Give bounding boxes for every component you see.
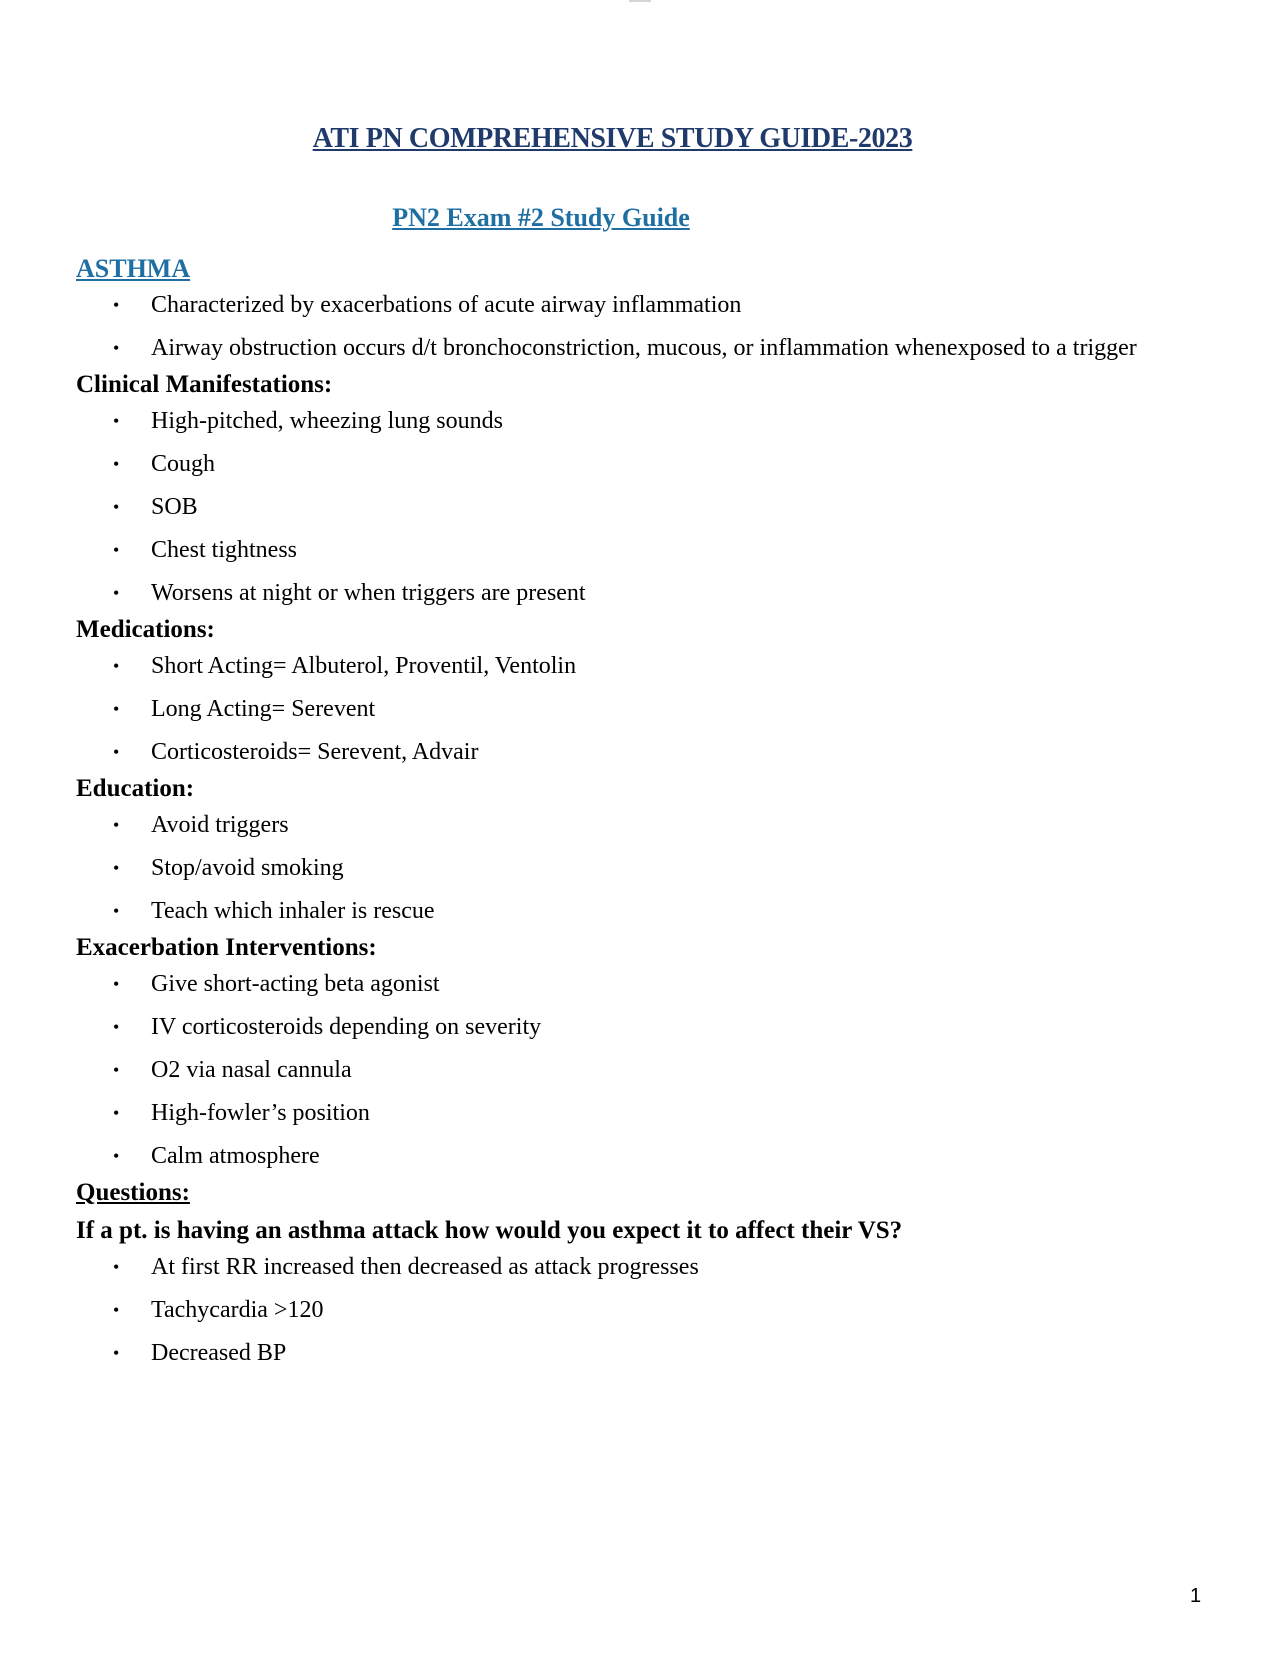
list-item: • Give short-acting beta agonist — [76, 963, 1186, 1006]
bullet-icon: • — [113, 858, 120, 878]
section-heading-questions: Questions: — [76, 1179, 190, 1206]
medications-list — [76, 645, 1186, 774]
header-mark — [629, 0, 651, 2]
list-item: • Long Acting= Serevent — [76, 688, 1186, 731]
document-body — [76, 254, 1186, 1375]
list-item: • Avoid triggers — [76, 804, 1186, 847]
bullet-icon: • — [113, 901, 120, 921]
question-text: If a pt. is having an asthma attack how would you expect it to affect their VS? — [76, 1217, 903, 1244]
education-list — [76, 804, 1186, 933]
bullet-icon: • — [113, 656, 120, 676]
question-answers-list — [76, 1246, 1186, 1375]
bullet-icon: • — [113, 699, 120, 719]
bullet-icon: • — [113, 1300, 120, 1320]
list-item: • O2 via nasal cannula — [76, 1049, 1186, 1092]
bullet-icon: • — [113, 454, 120, 474]
document-title: ATI PN COMPREHENSIVE STUDY GUIDE-2023 — [312, 123, 913, 154]
bullet-icon: • — [113, 1343, 120, 1363]
list-item: • Cough — [76, 443, 1186, 486]
section-heading-medications: Medications: — [76, 616, 215, 643]
list-item: • Worsens at night or when triggers are present — [76, 572, 1186, 615]
bullet-icon: • — [113, 540, 120, 560]
bullet-icon: • — [113, 742, 120, 762]
list-item: • Chest tightness — [76, 529, 1186, 572]
list-item: • Teach which inhaler is rescue — [76, 890, 1186, 933]
list-item: • SOB — [76, 486, 1186, 529]
section-heading-asthma: ASTHMA — [76, 254, 191, 283]
page-number: 1 — [1190, 1585, 1202, 1607]
bullet-icon: • — [113, 1017, 120, 1037]
bullet-icon: • — [113, 1257, 120, 1277]
list-item: • Characterized by exacerbations of acute airway inflammation — [76, 284, 1186, 327]
document-subtitle: PN2 Exam #2 Study Guide — [392, 203, 690, 232]
bullet-icon: • — [113, 295, 120, 315]
list-item: • High-fowler’s position — [76, 1092, 1186, 1135]
list-item: • Short Acting= Albuterol, Proventil, Ventolin — [76, 645, 1186, 688]
list-item: • Corticosteroids= Serevent, Advair — [76, 731, 1186, 774]
bullet-icon: • — [113, 411, 120, 431]
list-item: • Calm atmosphere — [76, 1135, 1186, 1178]
list-item: • Stop/avoid smoking — [76, 847, 1186, 890]
bullet-icon: • — [113, 974, 120, 994]
exacerbation-interventions-list — [76, 963, 1186, 1178]
bullet-icon: • — [113, 497, 120, 517]
bullet-icon: • — [113, 338, 120, 358]
section-heading-education: Education: — [76, 775, 195, 802]
list-item: • Airway obstruction occurs d/t bronchoconstriction, mucous, or inflammation whenexposed to a trigger — [76, 327, 1186, 370]
bullet-icon: • — [113, 1103, 120, 1123]
list-item: • IV corticosteroids depending on severity — [76, 1006, 1186, 1049]
bullet-icon: • — [113, 815, 120, 835]
clinical-manifestations-list — [76, 400, 1186, 615]
list-item: • High-pitched, wheezing lung sounds — [76, 400, 1186, 443]
asthma-list — [76, 284, 1186, 370]
section-heading-clinical-manifestations: Clinical Manifestations: — [76, 371, 333, 398]
bullet-icon: • — [113, 1146, 120, 1166]
section-heading-exacerbation-interventions: Exacerbation Interventions: — [76, 934, 377, 961]
list-item: • Decreased BP — [76, 1332, 1186, 1375]
list-item: • At first RR increased then decreased as attack progresses — [76, 1246, 1186, 1289]
bullet-icon: • — [113, 1060, 120, 1080]
list-item: • Tachycardia >120 — [76, 1289, 1186, 1332]
bullet-icon: • — [113, 583, 120, 603]
